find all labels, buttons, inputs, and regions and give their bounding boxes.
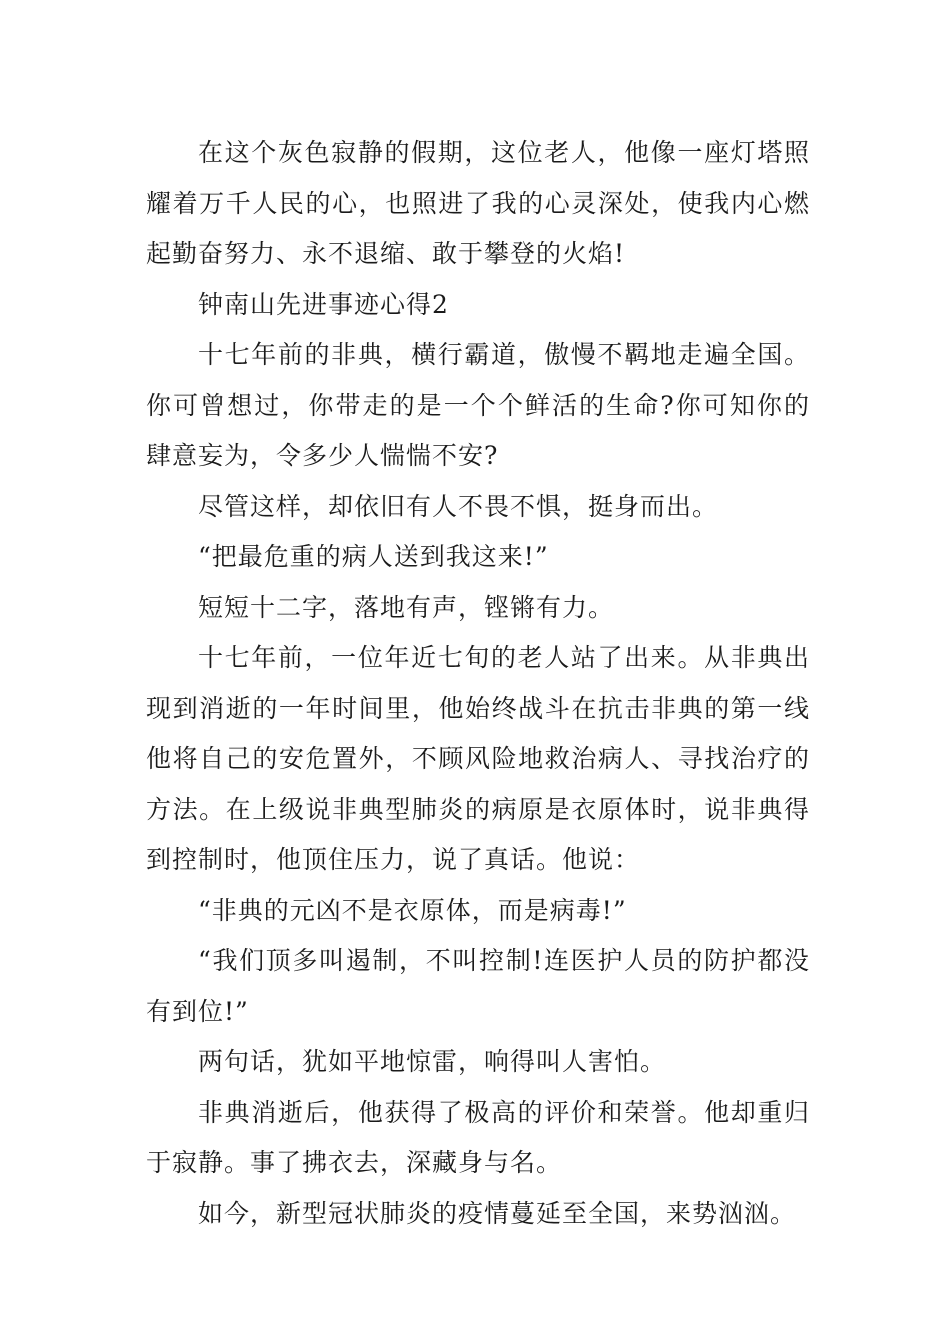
section-heading: 钟南山先进事迹心得2 (198, 289, 449, 319)
paragraph: 尽管这样，却依旧有人不畏不惧，挺身而出。 (198, 491, 719, 521)
paragraph: 十七年前的非典，横行霸道，傲慢不羁地走遍全国。你可曾想过，你带走的是一个个鲜活的生命?你可知你的肆意妄为，令多少人惴惴不安? (146, 340, 810, 470)
paragraph: 十七年前，一位年近七旬的老人站了出来。从非典出现到消逝的一年时间里，他始终战斗在抗击非典的第一线他将自己的安危置外，不顾风险地救治病人、寻找治疗的方法。在上级说非典型肺炎的病原是衣原体时，说非典得到控制时，他顶住压力，说了真话。他说： (146, 643, 810, 874)
quote-paragraph: “把最危重的病人送到我这来!” (198, 542, 549, 571)
document-body (146, 128, 810, 1239)
paragraph: 在这个灰色寂静的假期，这位老人，他像一座灯塔照耀着万千人民的心，也照进了我的心灵深处，使我内心燃起勤奋努力、永不退缩、敢于攀登的火焰! (146, 138, 810, 268)
quote-paragraph: “非典的元凶不是衣原体，而是病毒!” (198, 895, 627, 925)
paragraph: 非典消逝后，他获得了极高的评价和荣誉。他却重归于寂静。事了拂衣去，深藏身与名。 (146, 1097, 810, 1177)
paragraph: 如今，新型冠状肺炎的疫情蔓延至全国，来势汹汹。 (198, 1198, 797, 1228)
quote-paragraph: “我们顶多叫遏制，不叫控制!连医护人员的防护都没有到位!” (146, 946, 810, 1026)
paragraph: 两句话，犹如平地惊雷，响得叫人害怕。 (198, 1047, 667, 1076)
paragraph: 短短十二字，落地有声，铿锵有力。 (198, 592, 615, 622)
